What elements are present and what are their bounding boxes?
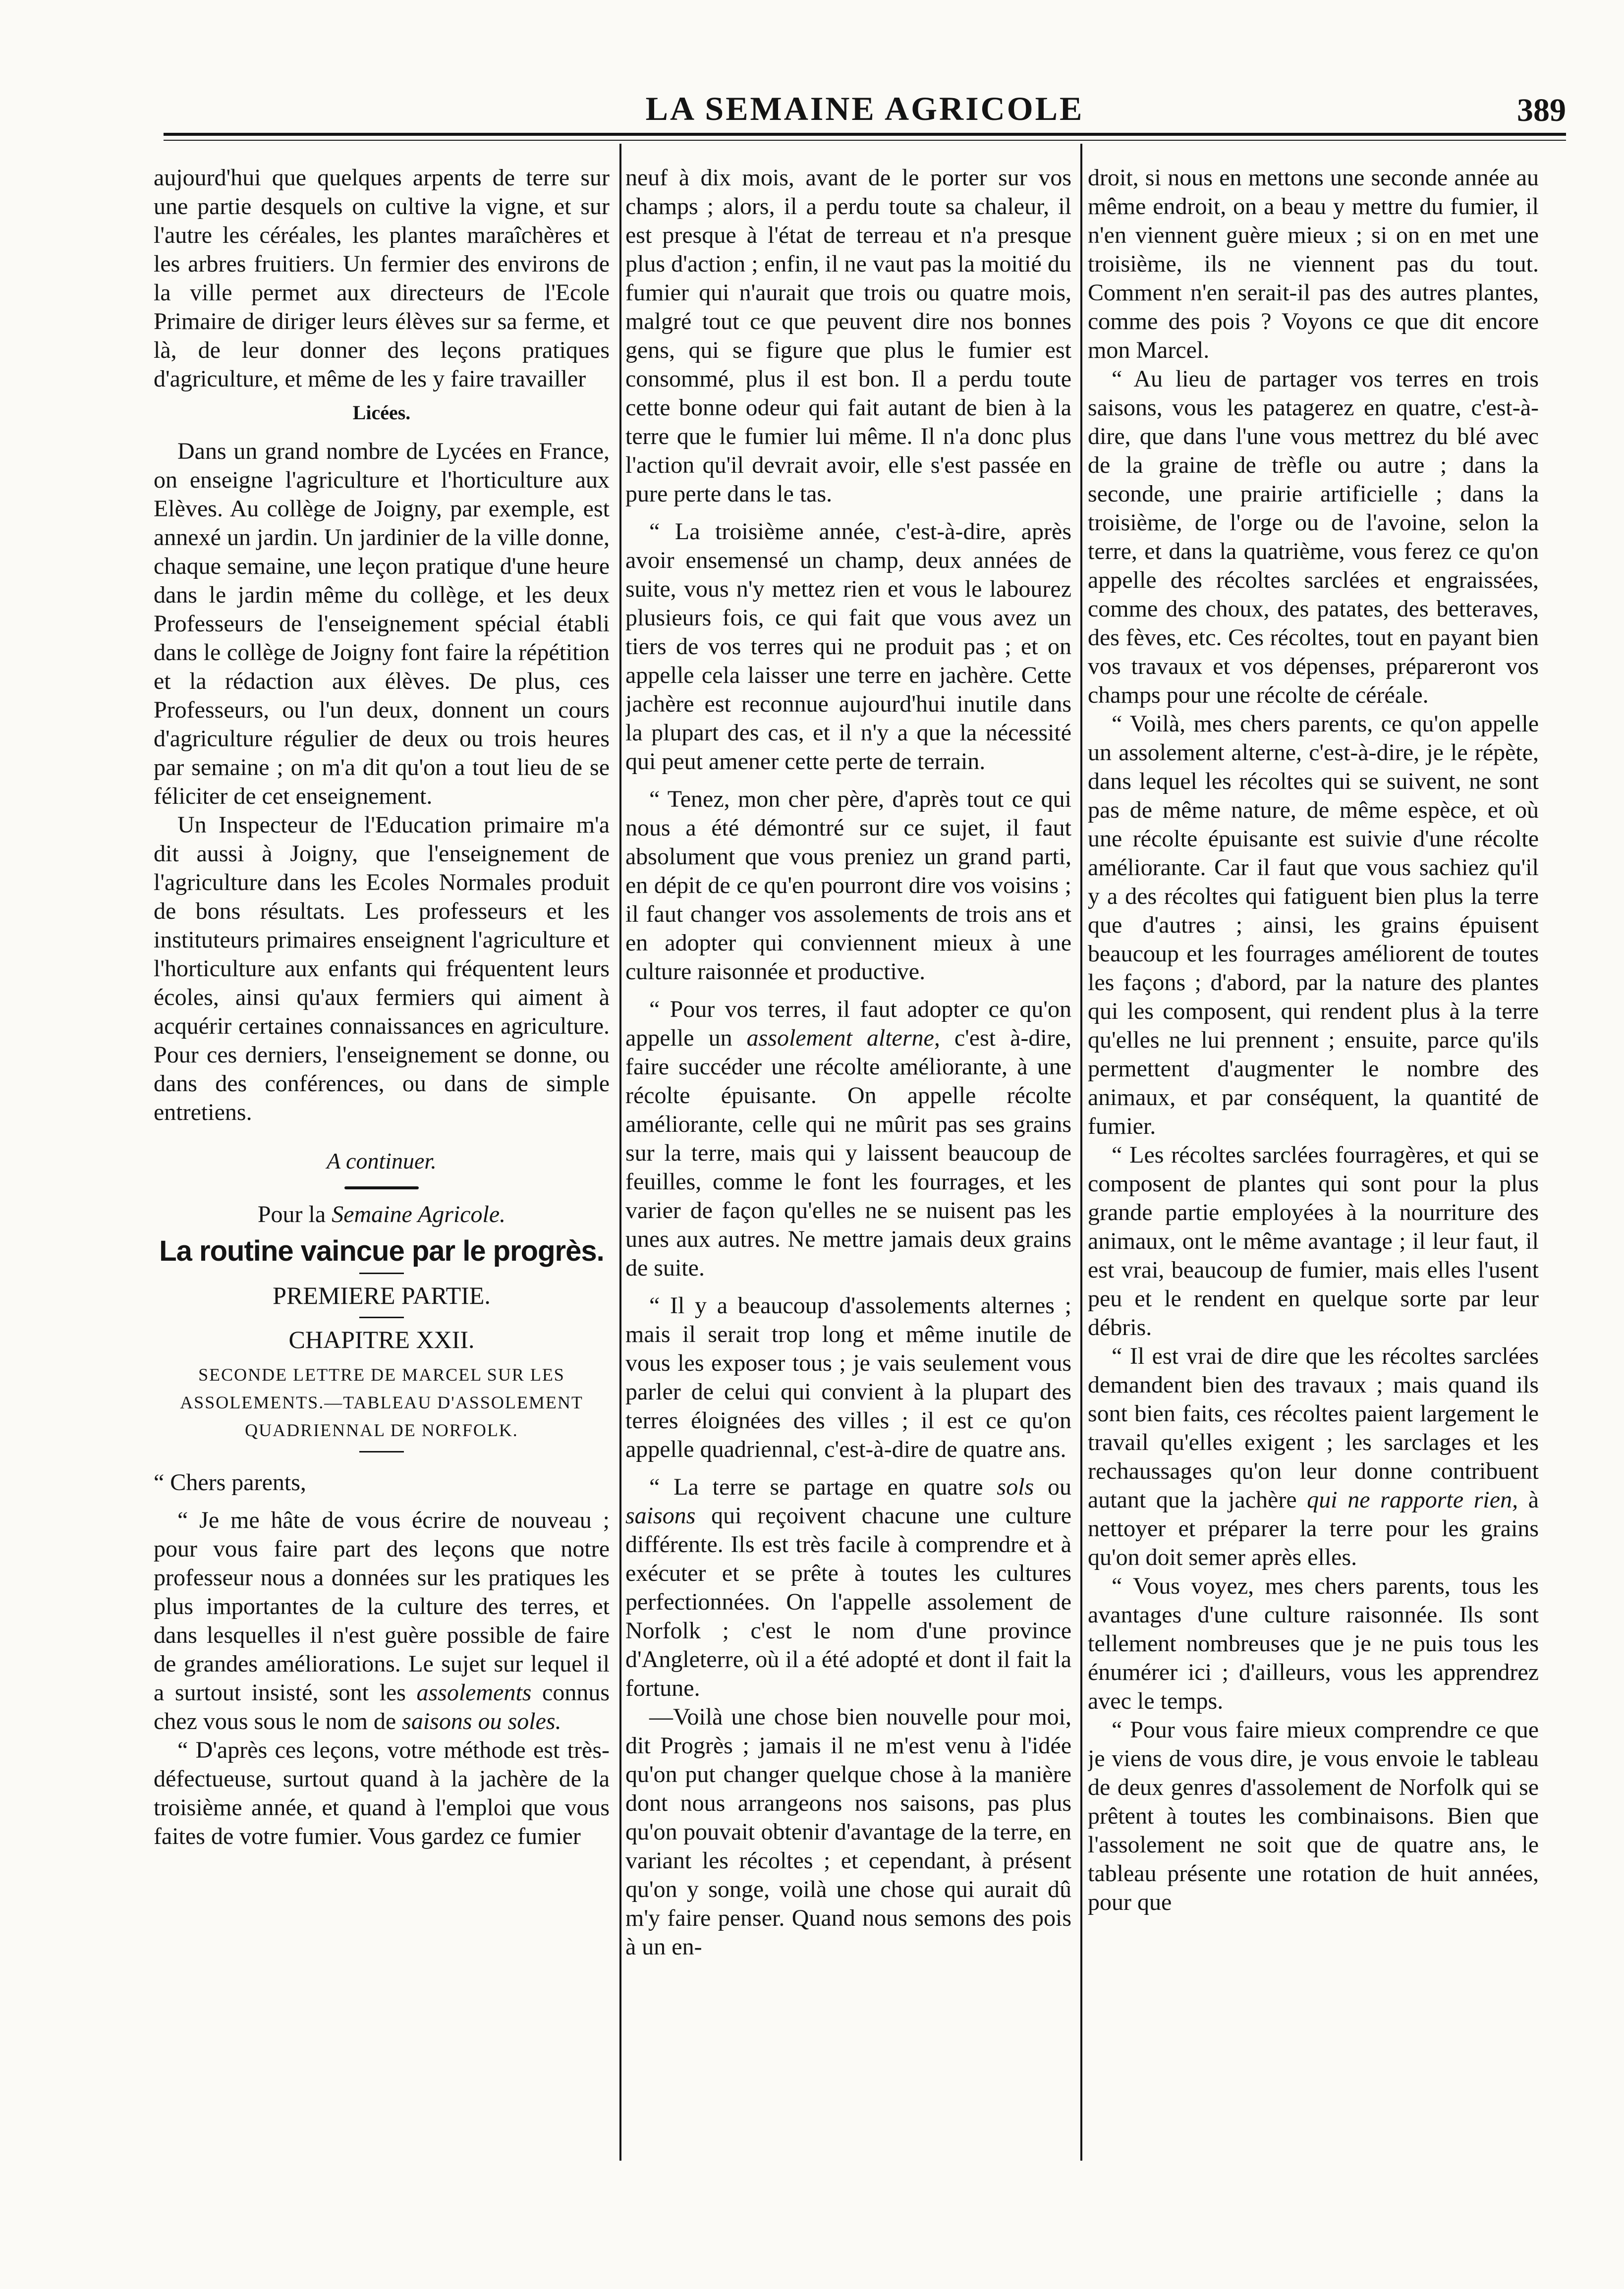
paragraph: Un Inspecteur de l'Education primaire m'a dit aussi à Joigny, que l'enseignement de l'agriculture dans les Ecoles Normales produit de bons résultats. Les professeurs et les instituteurs primaires enseignent l'agriculture et l'horticulture aux enfants qui fréquentent leurs écoles, ainsi qu'aux fermiers qui aiment à acquérir certaines connaissances en agriculture. Pour ces derniers, l'enseignement se donne, ou dans des conférences, ou dans de simple entretiens.	[154, 812, 610, 1125]
column-divider-1	[619, 144, 621, 2161]
text-run: c'est à-dire, faire succéder une récolte améliorante, à une récolte épuisante. On appelle récolte améliorante, celle qui ne mûrit pas ses grains sur la terre, mais qui y laissent beaucoup de feuilles, comme le font les fourrages, et les varier de façon qu'elles ne se nuisent pas les unes aux autres. Ne mettre jamais deux grains de suite.	[625, 1025, 1071, 1281]
source-line	[154, 1200, 610, 1229]
short-rule	[359, 1273, 404, 1274]
paragraph: “ Tenez, mon cher père, d'après tout ce qui nous a été démontré sur ce sujet, il faut absolument que vous preniez un grand parti, en dépit de ce qu'en pourront dire vos voisins ; il faut changer vos assolements de trois ans et en adopter qui conviennent mieux à une culture raisonnée et productive.	[625, 786, 1071, 985]
to-be-continued: A continuer.	[327, 1148, 437, 1173]
paragraph: “ Il y a beaucoup d'assolements alternes ; mais il serait trop long et même inutile de vous les exposer tous ; je vais seulement vous parler de celui qui convient à la plupart des terres éloignées des villes ; il est ce qu'on appelle quadriennal, c'est-à-dire de quatre ans.	[625, 1292, 1071, 1462]
text-run: “ La terre se partage en quatre	[649, 1474, 997, 1500]
source-publication: Semaine Agricole.	[332, 1201, 506, 1228]
paragraph: “ Vous voyez, mes chers parents, tous les avantages d'une culture raisonnée. Ils sont tellement nombreuses que je ne puis tous les énumérer ici ; d'ailleurs, vous les apprendrez avec le temps.	[1088, 1573, 1539, 1714]
italic-term: qui ne rapporte rien,	[1307, 1487, 1518, 1513]
page-number: 389	[1517, 92, 1566, 128]
paragraph	[1088, 1342, 1539, 1572]
section-heading-lycees: Licées.	[352, 401, 411, 424]
paragraph: “ Les récoltes sarclées fourragères, et qui se composent de plantes qui sont pour la plus grande partie employées à la nourriture des animaux, ont le même avantage ; il leur faut, il est vrai, beaucoup de fumier, mais elles l'usent peu et le rendent en quelque sorte par leur débris.	[1088, 1142, 1539, 1340]
paragraph: Dans un grand nombre de Lycées en France, on enseigne l'agriculture et l'horticulture aux Elèves. Au collège de Joigny, par exemple, est annexé un jardin. Un jardinier de la ville donne, chaque semaine, une leçon pratique d'une heure dans le jardin même du collège, et les deux Professeurs de l'enseignement spécial établi dans le collège de Joigny font faire la répétition et la rédaction aux élèves. De plus, ces Professeurs, ou l'un deux, donnent un cours d'agriculture régulier de deux ou trois heures par semaine ; on m'a dit qu'on a tout lieu de se féliciter de cet enseignement.	[154, 438, 610, 809]
text-run: connus chez vous sous le nom de	[154, 1679, 610, 1734]
paragraph: aujourd'hui que quelques arpents de terre sur une partie desquels on cultive la vigne, et sur l'autre les céréales, les plantes maraîchères et les arbres fruitiers. Un fermier des environs de la ville permet aux directeurs de l'Ecole Primaire de diriger leurs élèves sur sa ferme, et là, de leur donner des leçons pratiques d'agriculture, et même de les y faire travailler	[154, 165, 610, 392]
italic-term: saisons ou soles.	[402, 1708, 561, 1734]
short-rule	[359, 1317, 404, 1318]
chapter-subtitle: SECONDE LETTRE DE MARCEL SUR LES ASSOLEMENTS.—TABLEAU D'ASSOLEMENT QUADRIENNAL DE NORFOLK.	[180, 1365, 583, 1440]
paragraph	[625, 995, 1071, 1283]
ornament-divider	[344, 1186, 419, 1189]
publication-title: LA SEMAINE AGRICOLE	[645, 90, 1084, 127]
part-heading: PREMIERE PARTIE.	[273, 1282, 491, 1309]
masthead	[164, 79, 1566, 139]
paragraph: droit, si nous en mettons une seconde année au même endroit, on a beau y mettre du fumier, il n'en viennent guère mieux ; si on en met une troisième, ils ne viennent pas du tout. Comment n'en serait-il pas des autres plantes, comme des pois ? Voyons ce que dit encore mon Marcel.	[1088, 165, 1539, 363]
column-1	[154, 164, 610, 2156]
text-run: “ Il est vrai de dire que les récoltes sarclées demandent bien des travaux ; mais quand ils sont bien faits, ces récoltes paient largement le travail qu'elles exigent ; les sarclages et les rechaussages qu'on leur donne contribuent autant que la jachère	[1088, 1343, 1539, 1513]
paragraph	[154, 1506, 610, 1736]
header-rule-thin	[164, 140, 1566, 141]
italic-term: assolement alterne,	[746, 1025, 940, 1051]
paragraph: “ Au lieu de partager vos terres en trois saisons, vous les patagerez en quatre, c'est-à-dire, que dans l'une vous mettrez du blé avec de la graine de trèfle ou autre ; dans la seconde, une prairie artificielle ; dans la troisième, de l'orge ou de l'avoine, selon la terre, et dans la quatrième, vous ferez ce qu'on appelle des récoltes sarclées et engraissées, comme des choux, des patates, des betteraves, des fèves, etc. Ces récoltes, tout en payant bien vos travaux et vos dépenses, prépareront vos champs pour une récolte de céréale.	[1088, 366, 1539, 708]
paragraph: —Voilà une chose bien nouvelle pour moi, dit Progrès ; jamais il ne m'est venu à l'idée qu'on put changer quelque chose à la manière dont nous arrangeons nos saisons, pas plus qu'on pouvait obtenir d'avantage de la terre, en variant les récoltes ; et cependant, à présent qu'on y songe, voilà une chose qui aurait dû m'y faire penser. Quand nous semons des pois à un en-	[625, 1704, 1071, 1960]
salutation: “ Chers parents,	[154, 1469, 306, 1496]
short-rule	[359, 1451, 404, 1452]
source-prefix: Pour la	[257, 1201, 332, 1228]
text-run: “ Je me hâte de vous écrire de nouveau ; pour vous faire part des leçons que notre professeur nous a données sur les pratiques les plus importantes de la culture des terres, et dans lesquelles il n'est guère possible de faire de grandes améliorations. Le sujet sur lequel il a surtout insisté, sont les	[154, 1507, 610, 1706]
paragraph: neuf à dix mois, avant de le porter sur vos champs ; alors, il a perdu toute sa chaleur, il est presque à l'état de terreau et n'a presque plus d'action ; enfin, il ne vaut pas la moitié du fumier qui n'aurait que trois ou quatre mois, malgré tout ce que peuvent dire nos bonnes gens, qui se figure que plus le fumier est consommé, plus il est bon. Il a perdu toute cette bonne odeur qui fait autant de bien à la terre que le fumier lui même. Il n'a donc plus l'action qu'il devrait avoir, elle s'est passée en pure perte dans le tas.	[625, 165, 1071, 507]
column-divider-2	[1080, 144, 1082, 2161]
italic-term: assolements	[416, 1679, 532, 1706]
column-3	[1088, 164, 1539, 2156]
text-run: ou	[1034, 1474, 1071, 1500]
header-rule-thick	[164, 133, 1566, 136]
chapter-heading: CHAPITRE XXII.	[288, 1326, 475, 1353]
paragraph: “ D'après ces leçons, votre méthode est très-défectueuse, surtout quand à la jachère de la troisième année, et quand à l'emploi que vous faites de votre fumier. Vous gardez ce fumier	[154, 1737, 610, 1849]
article-title: La routine vaincue par le progrès.	[159, 1235, 604, 1267]
paragraph: “ La troisième année, c'est-à-dire, après avoir ensemensé un champ, deux années de suite, vous n'y mettez rien et vous le labourez plusieurs fois, ce qui fait que vous avez un tiers de vos terres qui ne produit pas ; et on appelle cela laisser une terre en jachère. Cette jachère est reconnue aujourd'hui inutile dans la plupart des cas, et il n'y a que la nécessité qui peut amener cette perte de terrain.	[625, 518, 1071, 775]
paragraph: “ Voilà, mes chers parents, ce qu'on appelle un assolement alterne, c'est-à-dire, je le répète, dans lequel les récoltes qui se suivent, ne sont pas de même nature, de même espèce, et où une récolte épuisante est suivie d'une récolte améliorante. Car il faut que vous sachiez qu'il y a des récoltes qui fatiguent bien plus la terre que d'autres ; ainsi, les grains épuisent beaucoup et les fourrages améliorent de toutes les façons ; d'abord, par la nature des plantes qui les composent, qui rendent plus à la terre qu'elles ne lui prennent ; ensuite, parce qu'ils permettent d'augmenter le nombre des animaux, et par conséquent, la quantité de fumier.	[1088, 711, 1539, 1139]
paragraph: “ Pour vous faire mieux comprendre ce que je viens de vous dire, je vous envoie le tableau de deux genres d'assolement de Norfolk qui se prêtent à toutes les combinaisons. Bien que l'assolement ne soit que de quatre ans, le tableau présente une rotation de huit années, pour que	[1088, 1717, 1539, 1915]
text-run: qui reçoivent chacune une culture différente. Ils est très facile à comprendre et à exécuter et se prête à toutes les cultures perfectionnées. On l'appelle assolement de Norfolk ; c'est le nom d'une province d'Angleterre, où il a été adopté et dont il fait la fortune.	[625, 1503, 1071, 1701]
text-run: à nettoyer et préparer la terre pour les grains qu'on doit semer après elles.	[1088, 1487, 1539, 1570]
italic-term: saisons	[625, 1503, 696, 1529]
text-run: “ Pour vos terres, il faut adopter ce qu'on appelle un	[625, 996, 1071, 1051]
column-2	[625, 164, 1071, 2156]
paragraph	[625, 1473, 1071, 1703]
italic-term: sols	[997, 1474, 1034, 1500]
